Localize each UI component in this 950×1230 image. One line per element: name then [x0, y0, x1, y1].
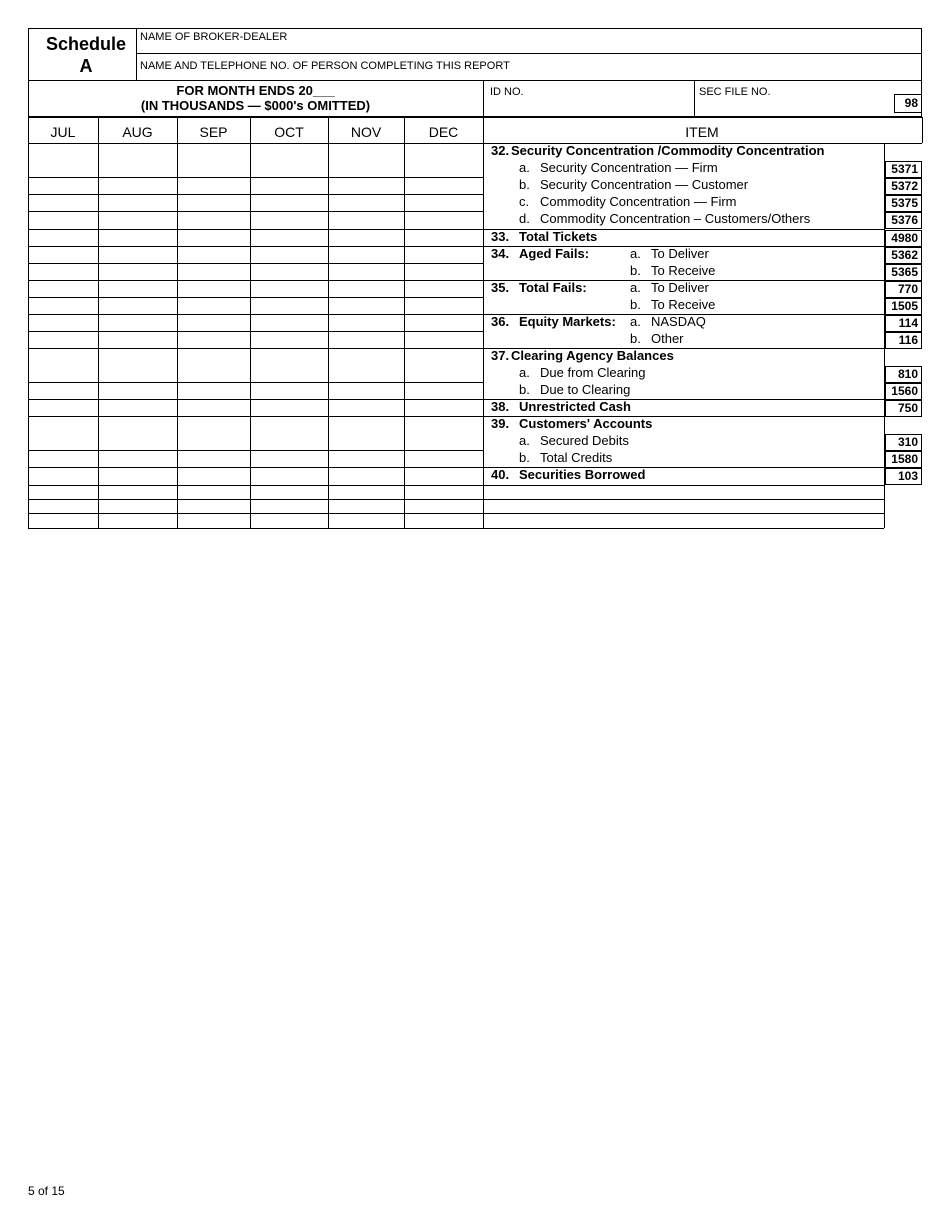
row-divider	[28, 211, 483, 212]
item-divider	[483, 485, 884, 486]
item-row	[483, 399, 884, 416]
line-code-box: 310	[885, 434, 922, 451]
item-sub-letter: b.	[630, 331, 641, 346]
divider	[136, 28, 137, 80]
item-sub-text: Commodity Concentration — Firm	[540, 194, 737, 209]
item-sub-letter: a.	[519, 365, 530, 380]
item-sub-letter: b.	[630, 263, 641, 278]
item-sub-text: Commodity Concentration – Customers/Others	[540, 211, 811, 226]
column-header-oct: OCT	[274, 124, 304, 140]
item-sub-letter: b.	[519, 177, 530, 192]
item-sub-letter: a.	[630, 246, 641, 261]
item-row	[483, 229, 884, 246]
item-number: 34.	[491, 246, 510, 261]
item-sub-text: To Receive	[651, 297, 716, 312]
item-row	[483, 450, 884, 467]
row-divider	[28, 528, 884, 529]
line-code-box: 5365	[885, 264, 922, 281]
line-code-box: 1560	[885, 383, 922, 400]
item-label: Customers' Accounts	[519, 416, 653, 431]
line-code-box: 1580	[885, 451, 922, 468]
line-code-box: 5372	[885, 178, 922, 195]
item-label: Clearing Agency Balances	[511, 348, 674, 363]
line-code-box: 5371	[885, 161, 922, 178]
sec-file-label: SEC FILE NO.	[699, 86, 771, 98]
item-label: Total Fails:	[519, 280, 587, 295]
item-row	[483, 314, 884, 331]
row-divider	[28, 246, 483, 247]
item-label: Total Tickets	[519, 229, 598, 244]
column-header-nov: NOV	[350, 124, 382, 140]
item-row	[483, 177, 884, 194]
item-label: Equity Markets:	[519, 314, 616, 329]
item-row	[483, 211, 884, 229]
person-name-label: NAME AND TELEPHONE NO. OF PERSON COMPLETING THIS REPORT	[140, 60, 510, 72]
item-row	[483, 263, 884, 280]
item-row	[483, 382, 884, 399]
item-row	[483, 143, 884, 160]
item-sub-text: Other	[651, 331, 684, 346]
item-row	[483, 297, 884, 314]
item-number: 35.	[491, 280, 510, 295]
line-code-box: 1505	[885, 298, 922, 315]
line-code-box: 810	[885, 366, 922, 383]
row-divider	[28, 382, 483, 383]
line-code-box: 4980	[885, 230, 922, 247]
divider	[28, 117, 922, 118]
item-sub-letter: a.	[519, 160, 530, 175]
item-row	[483, 365, 884, 382]
row-divider	[28, 314, 483, 315]
row-divider	[28, 263, 483, 264]
item-label: Securities Borrowed	[519, 467, 646, 482]
item-sub-text: Due from Clearing	[540, 365, 646, 380]
person-name-field[interactable]	[140, 60, 510, 72]
column-header-dec: DEC	[428, 124, 459, 140]
row-divider	[28, 513, 884, 514]
item-sub-text: To Receive	[651, 263, 716, 278]
item-sub-letter: b.	[630, 297, 641, 312]
line-code-box: 5362	[885, 247, 922, 264]
thousands-label: (IN THOUSANDS — $000's OMITTED)	[140, 98, 371, 113]
divider	[136, 53, 922, 54]
row-divider	[28, 485, 483, 486]
item-number: 37.	[491, 348, 510, 363]
item-sub-text: To Deliver	[651, 246, 709, 261]
item-row	[483, 246, 884, 263]
item-sub-text: Total Credits	[540, 450, 613, 465]
row-divider	[28, 467, 483, 468]
item-sub-letter: b.	[519, 450, 530, 465]
item-sub-text: Secured Debits	[540, 433, 629, 448]
id-no-field[interactable]	[490, 86, 524, 98]
row-divider	[28, 331, 483, 332]
item-sub-text: To Deliver	[651, 280, 709, 295]
column-header-sep: SEP	[199, 124, 228, 140]
broker-name-field[interactable]	[140, 31, 287, 43]
item-row	[483, 194, 884, 211]
item-column-header: ITEM	[685, 124, 719, 140]
schedule-title	[36, 33, 136, 77]
divider	[28, 80, 922, 81]
page-number: 5 of 15	[28, 1184, 65, 1198]
row-divider	[28, 297, 483, 298]
item-row	[483, 348, 884, 365]
id-no-label: ID NO.	[490, 86, 524, 98]
line-code-box: 116	[885, 332, 922, 349]
divider	[694, 80, 695, 117]
item-number: 40.	[491, 467, 510, 482]
item-row	[483, 433, 884, 450]
schedule-title-line1: Schedule	[45, 34, 127, 54]
line-code-box: 103	[885, 468, 922, 485]
month-ends-heading	[28, 83, 483, 113]
item-number: 39.	[491, 416, 510, 431]
item-sub-letter: b.	[519, 382, 530, 397]
item-sub-text: Due to Clearing	[540, 382, 631, 397]
item-label: Security Concentration /Commodity Concentration	[511, 143, 825, 158]
row-divider	[28, 194, 483, 195]
row-divider	[28, 499, 884, 500]
month-ends-label: FOR MONTH ENDS 20___	[176, 83, 335, 98]
item-label: Aged Fails:	[519, 246, 590, 261]
item-sub-letter: a.	[630, 314, 641, 329]
schedule-title-line2: A	[79, 56, 93, 76]
row-divider	[28, 450, 483, 451]
divider	[922, 117, 923, 143]
item-sub-letter: d.	[519, 211, 530, 226]
item-sub-text: Security Concentration — Customer	[540, 177, 749, 192]
row-divider	[28, 416, 483, 417]
divider	[483, 80, 484, 117]
item-number: 38.	[491, 399, 510, 414]
item-sub-letter: a.	[519, 433, 530, 448]
sec-file-field[interactable]	[699, 86, 771, 98]
row-divider	[28, 348, 483, 349]
line-code-box: 114	[885, 315, 922, 332]
row-divider	[28, 399, 483, 400]
item-row	[483, 331, 884, 348]
item-sub-text: NASDAQ	[651, 314, 706, 329]
item-row	[483, 160, 884, 177]
line-code-box: 770	[885, 281, 922, 298]
item-label: Unrestricted Cash	[519, 399, 631, 414]
line-code-box: 5376	[885, 212, 922, 229]
item-number: 33.	[491, 229, 510, 244]
item-row	[483, 280, 884, 297]
item-number: 36.	[491, 314, 510, 329]
line-code-box: 750	[885, 400, 922, 417]
item-sub-text: Security Concentration — Firm	[540, 160, 718, 175]
column-header-jul: JUL	[50, 124, 76, 140]
line-code-box: 5375	[885, 195, 922, 212]
broker-name-label: NAME OF BROKER-DEALER	[140, 31, 288, 43]
item-row	[483, 467, 884, 485]
sec-file-code: 98	[894, 94, 922, 113]
column-header-aug: AUG	[122, 124, 153, 140]
item-sub-letter: a.	[630, 280, 641, 295]
item-number: 32.	[491, 143, 510, 158]
item-row	[483, 416, 884, 433]
item-sub-letter: c.	[519, 194, 530, 209]
row-divider	[28, 280, 483, 281]
row-divider	[28, 229, 483, 230]
row-divider	[28, 177, 483, 178]
